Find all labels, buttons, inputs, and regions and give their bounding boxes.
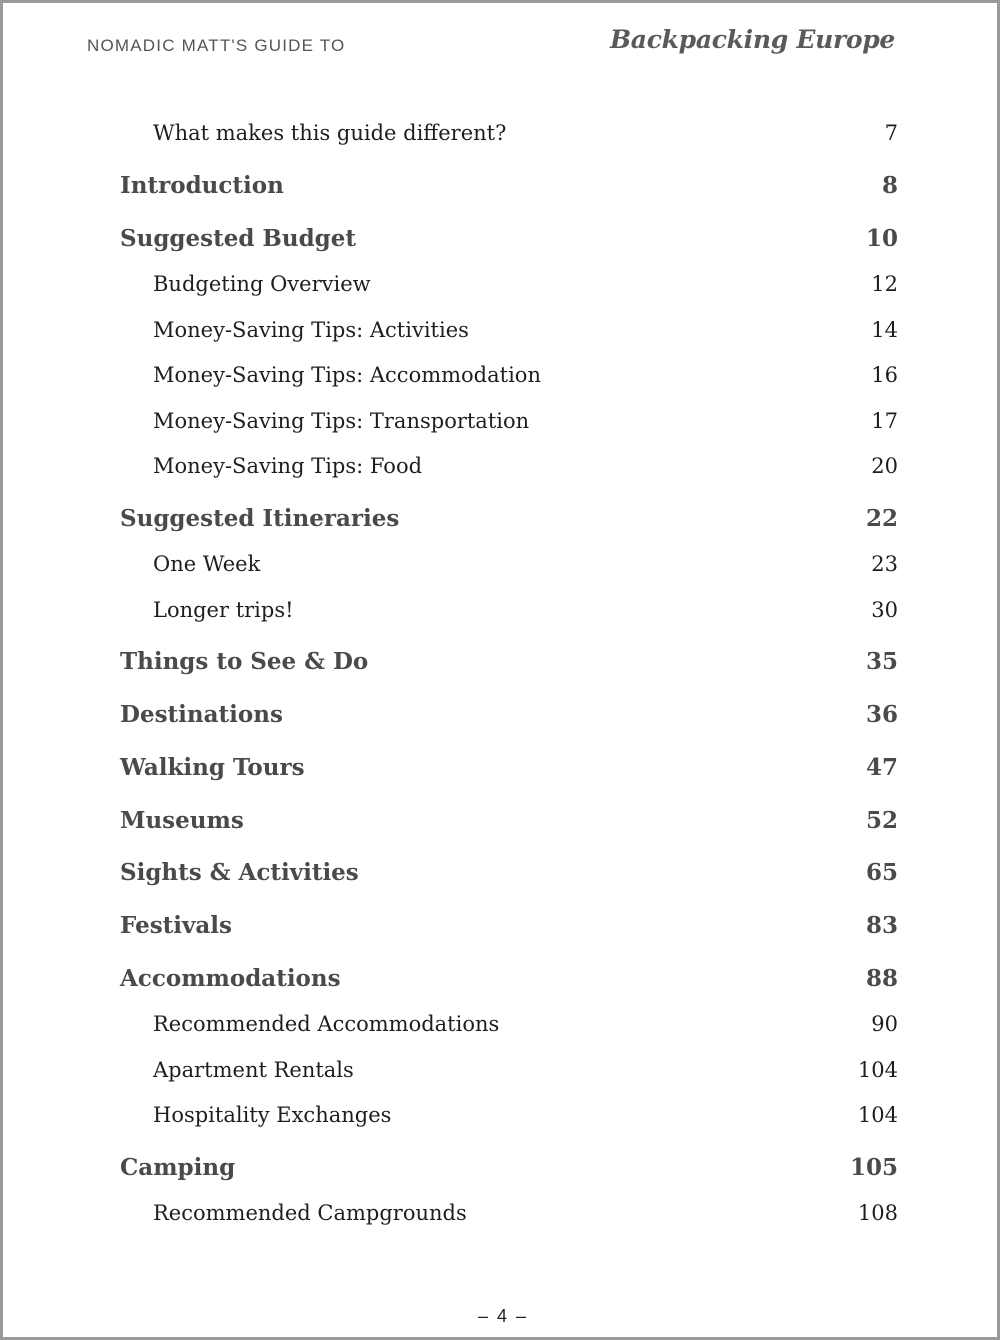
toc-entry-title: Destinations xyxy=(120,701,283,728)
toc-entry-page-number: 52 xyxy=(865,807,898,834)
toc-entry-page-number: 12 xyxy=(871,272,898,296)
toc-entry-page-number: 7 xyxy=(884,121,898,145)
toc-entry-page-number: 23 xyxy=(871,552,898,576)
toc-entry-page-number: 104 xyxy=(857,1058,898,1082)
toc-subsection-entry[interactable] xyxy=(153,1058,898,1082)
toc-entry-title: Festivals xyxy=(120,912,232,939)
toc-entry-title: Sights & Activities xyxy=(120,859,359,886)
toc-entry-page-number: 8 xyxy=(881,172,898,199)
toc-entry-page-number: 105 xyxy=(849,1154,898,1181)
toc-subsection-entry[interactable] xyxy=(153,1012,898,1036)
toc-subsection-entry[interactable] xyxy=(153,121,898,145)
toc-subsection-entry[interactable] xyxy=(153,598,898,622)
toc-entry-page-number: 108 xyxy=(857,1201,898,1225)
toc-section-entry[interactable] xyxy=(120,754,898,781)
running-header-title: Backpacking Europe xyxy=(609,25,895,54)
toc-entry-title: Money-Saving Tips: Food xyxy=(153,454,423,478)
toc-subsection-entry[interactable] xyxy=(153,363,898,387)
toc-entry-page-number: 88 xyxy=(865,965,898,992)
toc-section-entry[interactable] xyxy=(120,965,898,992)
toc-section-entry[interactable] xyxy=(120,859,898,886)
toc-entry-page-number: 10 xyxy=(865,225,898,252)
toc-entry-page-number: 83 xyxy=(865,912,898,939)
toc-entry-title: Budgeting Overview xyxy=(153,272,371,296)
toc-section-entry[interactable] xyxy=(120,172,898,199)
toc-entry-page-number: 104 xyxy=(857,1103,898,1127)
toc-entry-title: Introduction xyxy=(120,172,284,199)
toc-section-entry[interactable] xyxy=(120,701,898,728)
toc-entry-page-number: 90 xyxy=(871,1012,898,1036)
toc-entry-title: Suggested Budget xyxy=(120,225,357,252)
toc-entry-title: Money-Saving Tips: Accommodation xyxy=(153,363,541,387)
toc-subsection-entry[interactable] xyxy=(153,409,898,433)
toc-section-entry[interactable] xyxy=(120,807,898,834)
toc-subsection-entry[interactable] xyxy=(153,552,898,576)
toc-entry-title: Walking Tours xyxy=(120,754,305,781)
toc-entry-title: Money-Saving Tips: Activities xyxy=(153,318,469,342)
toc-entry-page-number: 22 xyxy=(865,505,898,532)
toc-entry-title: Accommodations xyxy=(120,965,341,992)
toc-subsection-entry[interactable] xyxy=(153,1201,898,1225)
toc-section-entry[interactable] xyxy=(120,505,898,532)
toc-entry-page-number: 16 xyxy=(871,363,898,387)
toc-section-entry[interactable] xyxy=(120,1154,898,1181)
toc-entry-page-number: 30 xyxy=(871,598,898,622)
toc-subsection-entry[interactable] xyxy=(153,272,898,296)
page-number: – 4 – xyxy=(477,1306,529,1326)
toc-entry-page-number: 20 xyxy=(871,454,898,478)
toc-entry-page-number: 47 xyxy=(865,754,898,781)
toc-entry-page-number: 65 xyxy=(865,859,898,886)
toc-entry-title: Apartment Rentals xyxy=(153,1058,354,1082)
toc-entry-page-number: 35 xyxy=(865,648,898,675)
toc-subsection-entry[interactable] xyxy=(153,454,898,478)
toc-subsection-entry[interactable] xyxy=(153,1103,898,1127)
toc-entry-title: Museums xyxy=(120,807,244,834)
toc-entry-page-number: 14 xyxy=(871,318,898,342)
toc-entry-title: Money-Saving Tips: Transportation xyxy=(153,409,530,433)
toc-entry-page-number: 36 xyxy=(865,701,898,728)
toc-entry-title: What makes this guide different? xyxy=(153,121,507,145)
running-header-left: NOMADIC MATT'S GUIDE TO xyxy=(87,36,346,55)
toc-entry-title: Recommended Accommodations xyxy=(153,1012,500,1036)
toc-entry-page-number: 17 xyxy=(871,409,898,433)
toc-section-entry[interactable] xyxy=(120,225,898,252)
toc-entry-title: Camping xyxy=(120,1154,236,1181)
toc-section-entry[interactable] xyxy=(120,648,898,675)
toc-entry-title: One Week xyxy=(153,552,261,576)
toc-entry-title: Hospitality Exchanges xyxy=(153,1103,392,1127)
toc-entry-title: Longer trips! xyxy=(153,598,294,622)
toc-entry-title: Recommended Campgrounds xyxy=(153,1201,467,1225)
toc-section-entry[interactable] xyxy=(120,912,898,939)
toc-subsection-entry[interactable] xyxy=(153,318,898,342)
toc-entry-title: Things to See & Do xyxy=(120,648,369,675)
toc-entry-title: Suggested Itineraries xyxy=(120,505,400,532)
